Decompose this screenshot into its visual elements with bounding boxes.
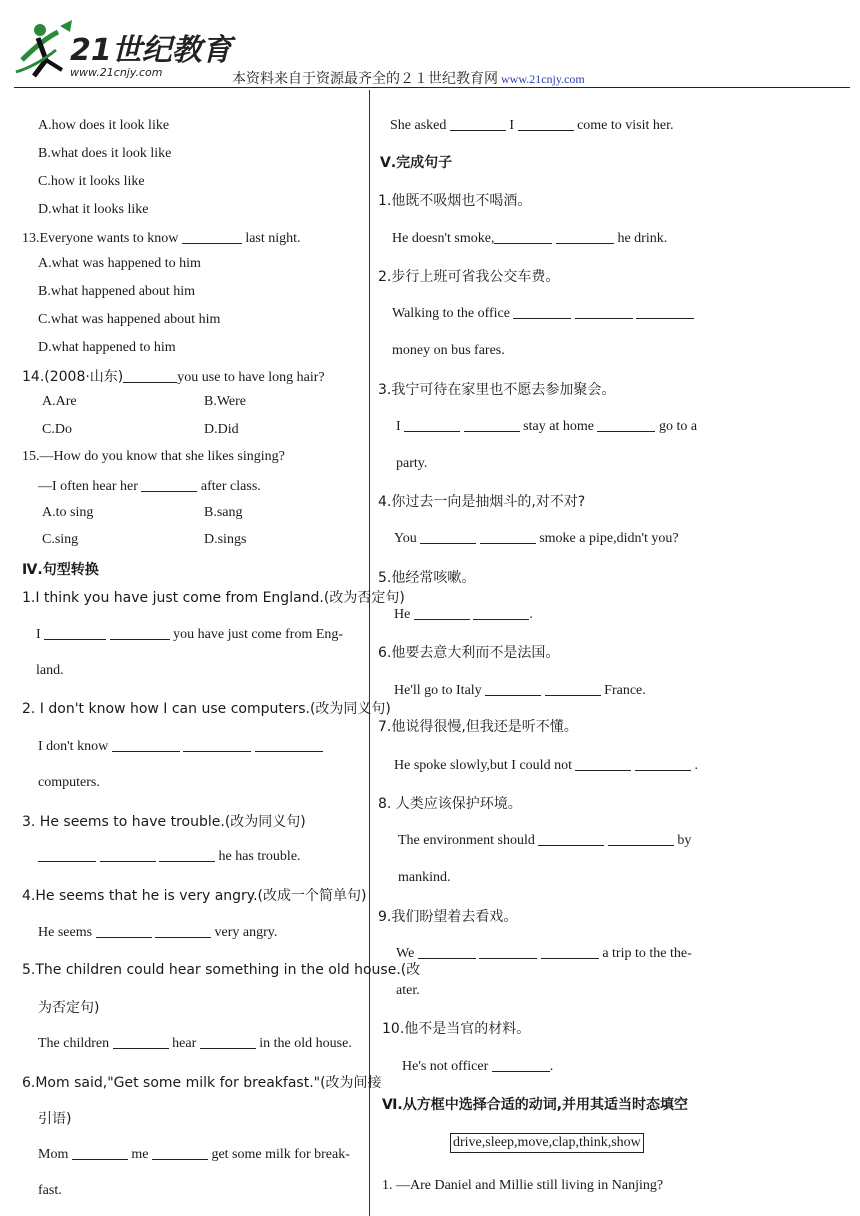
s5-answer: The children hear in the old house. — [38, 1036, 352, 1051]
s5-question: 5.The children could hear something in the old house.(改 — [22, 962, 421, 978]
q14-option-c: C.Do — [42, 422, 72, 437]
s1-answer-cont: land. — [36, 663, 64, 678]
answer-blank[interactable] — [110, 625, 170, 640]
q12-option-b: B.what does it look like — [38, 146, 172, 161]
answer-blank[interactable] — [113, 1034, 169, 1049]
answer-blank[interactable] — [480, 529, 536, 544]
c3-answer: I stay at home go to a — [396, 419, 698, 434]
answer-blank[interactable] — [152, 1145, 208, 1160]
c10-answer: He's not officer . — [402, 1059, 554, 1074]
q15-option-d: D.sings — [204, 532, 247, 547]
c8-answer: The environment should by — [398, 833, 692, 848]
c5-chinese: 5.他经常咳嗽。 — [378, 570, 476, 586]
section-5-title: Ⅴ.完成句子 — [380, 155, 453, 171]
answer-blank[interactable] — [200, 1034, 256, 1049]
q13-option-a: A.what was happened to him — [38, 256, 201, 271]
page-header — [0, 0, 860, 90]
c6-answer: He'll go to Italy France. — [394, 683, 646, 698]
c8-answer-cont: mankind. — [398, 870, 451, 885]
c1-chinese: 1.他既不吸烟也不喝酒。 — [378, 193, 532, 209]
c7-chinese: 7.他说得很慢,但我还是听不懂。 — [378, 719, 578, 735]
d1-question: 1. —Are Daniel and Millie still living in Nanjing? — [382, 1178, 664, 1193]
s2-answer-cont: computers. — [38, 775, 100, 790]
c2-chinese: 2.步行上班可省我公交车费。 — [378, 269, 560, 285]
q15-reply: —I often hear her after class. — [38, 479, 261, 494]
s1-answer: I you have just come from Eng- — [36, 627, 344, 642]
s2-question: 2. I don't know how I can use computers.(改为同义句) — [22, 701, 391, 717]
q13-option-d: D.what happened to him — [38, 340, 176, 355]
answer-blank[interactable] — [575, 304, 633, 319]
q14-option-d: D.Did — [204, 422, 239, 437]
header-rule — [14, 87, 850, 88]
answer-blank[interactable] — [492, 1057, 550, 1072]
answer-blank[interactable] — [450, 116, 506, 131]
s6-question-cont: 引语) — [38, 1111, 72, 1127]
answer-blank[interactable] — [159, 847, 215, 862]
q13-option-c: C.what was happened about him — [38, 312, 221, 327]
answer-blank[interactable] — [404, 417, 460, 432]
answer-blank[interactable] — [123, 368, 177, 383]
q15-option-b: B.sang — [204, 505, 243, 520]
c10-chinese: 10.他不是当官的材料。 — [382, 1021, 531, 1037]
answer-blank[interactable] — [420, 529, 476, 544]
svg-text:21世纪教育: 21世纪教育 — [70, 33, 232, 68]
c5-answer: He . — [394, 607, 533, 622]
answer-blank[interactable] — [541, 944, 599, 959]
answer-blank[interactable] — [96, 923, 152, 938]
q14-option-b: B.Were — [204, 394, 247, 409]
answer-blank[interactable] — [597, 417, 655, 432]
answer-blank[interactable] — [473, 605, 529, 620]
answer-blank[interactable] — [608, 831, 674, 846]
top-answer: She asked I come to visit her. — [390, 118, 674, 133]
verb-box: drive,sleep,move,clap,think,show — [450, 1133, 644, 1153]
answer-blank[interactable] — [183, 737, 251, 752]
c1-answer: He doesn't smoke, he drink. — [392, 231, 668, 246]
logo — [12, 20, 232, 82]
answer-blank[interactable] — [538, 831, 604, 846]
c2-answer: Walking to the office — [392, 304, 694, 322]
header-source-note: 本资料来自于资源最齐全的２１世纪教育网 www.21cnjy.com — [232, 71, 585, 87]
s3-answer: he has trouble. — [38, 847, 301, 865]
s3-question: 3. He seems to have trouble.(改为同义句) — [22, 814, 306, 830]
q12-option-c: C.how it looks like — [38, 174, 145, 189]
answer-blank[interactable] — [545, 681, 601, 696]
s1-question: 1.I think you have just come from England.(改为否定句) — [22, 590, 405, 606]
answer-blank[interactable] — [414, 605, 470, 620]
answer-blank[interactable] — [518, 116, 574, 131]
c4-chinese: 4.你过去一向是抽烟斗的,对不对? — [378, 494, 586, 510]
site-link[interactable]: www.21cnjy.com — [501, 72, 585, 86]
q13-stem: 13.Everyone wants to know last night. — [22, 231, 301, 246]
running-figure-icon — [16, 20, 72, 76]
s4-question: 4.He seems that he is very angry.(改成一个简单句) — [22, 888, 367, 904]
c7-answer: He spoke slowly,but I could not . — [394, 758, 698, 773]
answer-blank[interactable] — [112, 737, 180, 752]
answer-blank[interactable] — [513, 304, 571, 319]
answer-blank[interactable] — [556, 229, 614, 244]
answer-blank[interactable] — [255, 737, 323, 752]
answer-blank[interactable] — [485, 681, 541, 696]
svg-text:www.21cnjy.com: www.21cnjy.com — [70, 66, 163, 79]
q15-option-c: C.sing — [42, 532, 79, 547]
section-4-title: Ⅳ.句型转换 — [22, 562, 99, 578]
s6-question: 6.Mom said,"Get some milk for breakfast."(改为间接 — [22, 1075, 382, 1091]
answer-blank[interactable] — [38, 847, 96, 862]
answer-blank[interactable] — [44, 625, 106, 640]
c2-answer-cont: money on bus fares. — [392, 343, 505, 358]
answer-blank[interactable] — [72, 1145, 128, 1160]
answer-blank[interactable] — [494, 229, 552, 244]
c9-answer: We a trip to the the- — [396, 946, 692, 961]
section-6-title: Ⅵ.从方框中选择合适的动词,并用其适当时态填空 — [382, 1097, 689, 1113]
answer-blank[interactable] — [464, 417, 520, 432]
answer-blank[interactable] — [141, 477, 197, 492]
answer-blank[interactable] — [418, 944, 476, 959]
c3-chinese: 3.我宁可待在家里也不愿去参加聚会。 — [378, 382, 616, 398]
column-divider — [369, 90, 370, 1216]
answer-blank[interactable] — [100, 847, 156, 862]
c9-answer-cont: ater. — [396, 983, 420, 998]
q13-option-b: B.what happened about him — [38, 284, 196, 299]
answer-blank[interactable] — [575, 756, 631, 771]
s4-answer: He seems very angry. — [38, 925, 278, 940]
answer-blank[interactable] — [635, 756, 691, 771]
q14-stem: 14.(2008·山东) you use to have long hair? — [22, 369, 325, 385]
s5-question-cont: 为否定句) — [38, 1000, 100, 1016]
q12-option-d: D.what it looks like — [38, 202, 149, 217]
q15-stem: 15.—How do you know that she likes singing? — [22, 449, 285, 464]
c9-chinese: 9.我们盼望着去看戏。 — [378, 909, 518, 925]
q12-option-a: A.how does it look like — [38, 118, 170, 133]
c8-chinese: 8. 人类应该保护环境。 — [378, 796, 522, 812]
c6-chinese: 6.他要去意大利而不是法国。 — [378, 645, 560, 661]
answer-blank[interactable] — [479, 944, 537, 959]
s6-answer-cont: fast. — [38, 1183, 62, 1198]
q14-option-a: A.Are — [42, 394, 77, 409]
answer-blank[interactable] — [636, 304, 694, 319]
q15-option-a: A.to sing — [42, 505, 94, 520]
s6-answer: Mom me get some milk for break- — [38, 1147, 350, 1162]
answer-blank[interactable] — [182, 229, 242, 244]
s2-answer: I don't know — [38, 737, 323, 755]
answer-blank[interactable] — [155, 923, 211, 938]
c3-answer-cont: party. — [396, 456, 428, 471]
c4-answer: You smoke a pipe,didn't you? — [394, 531, 679, 546]
